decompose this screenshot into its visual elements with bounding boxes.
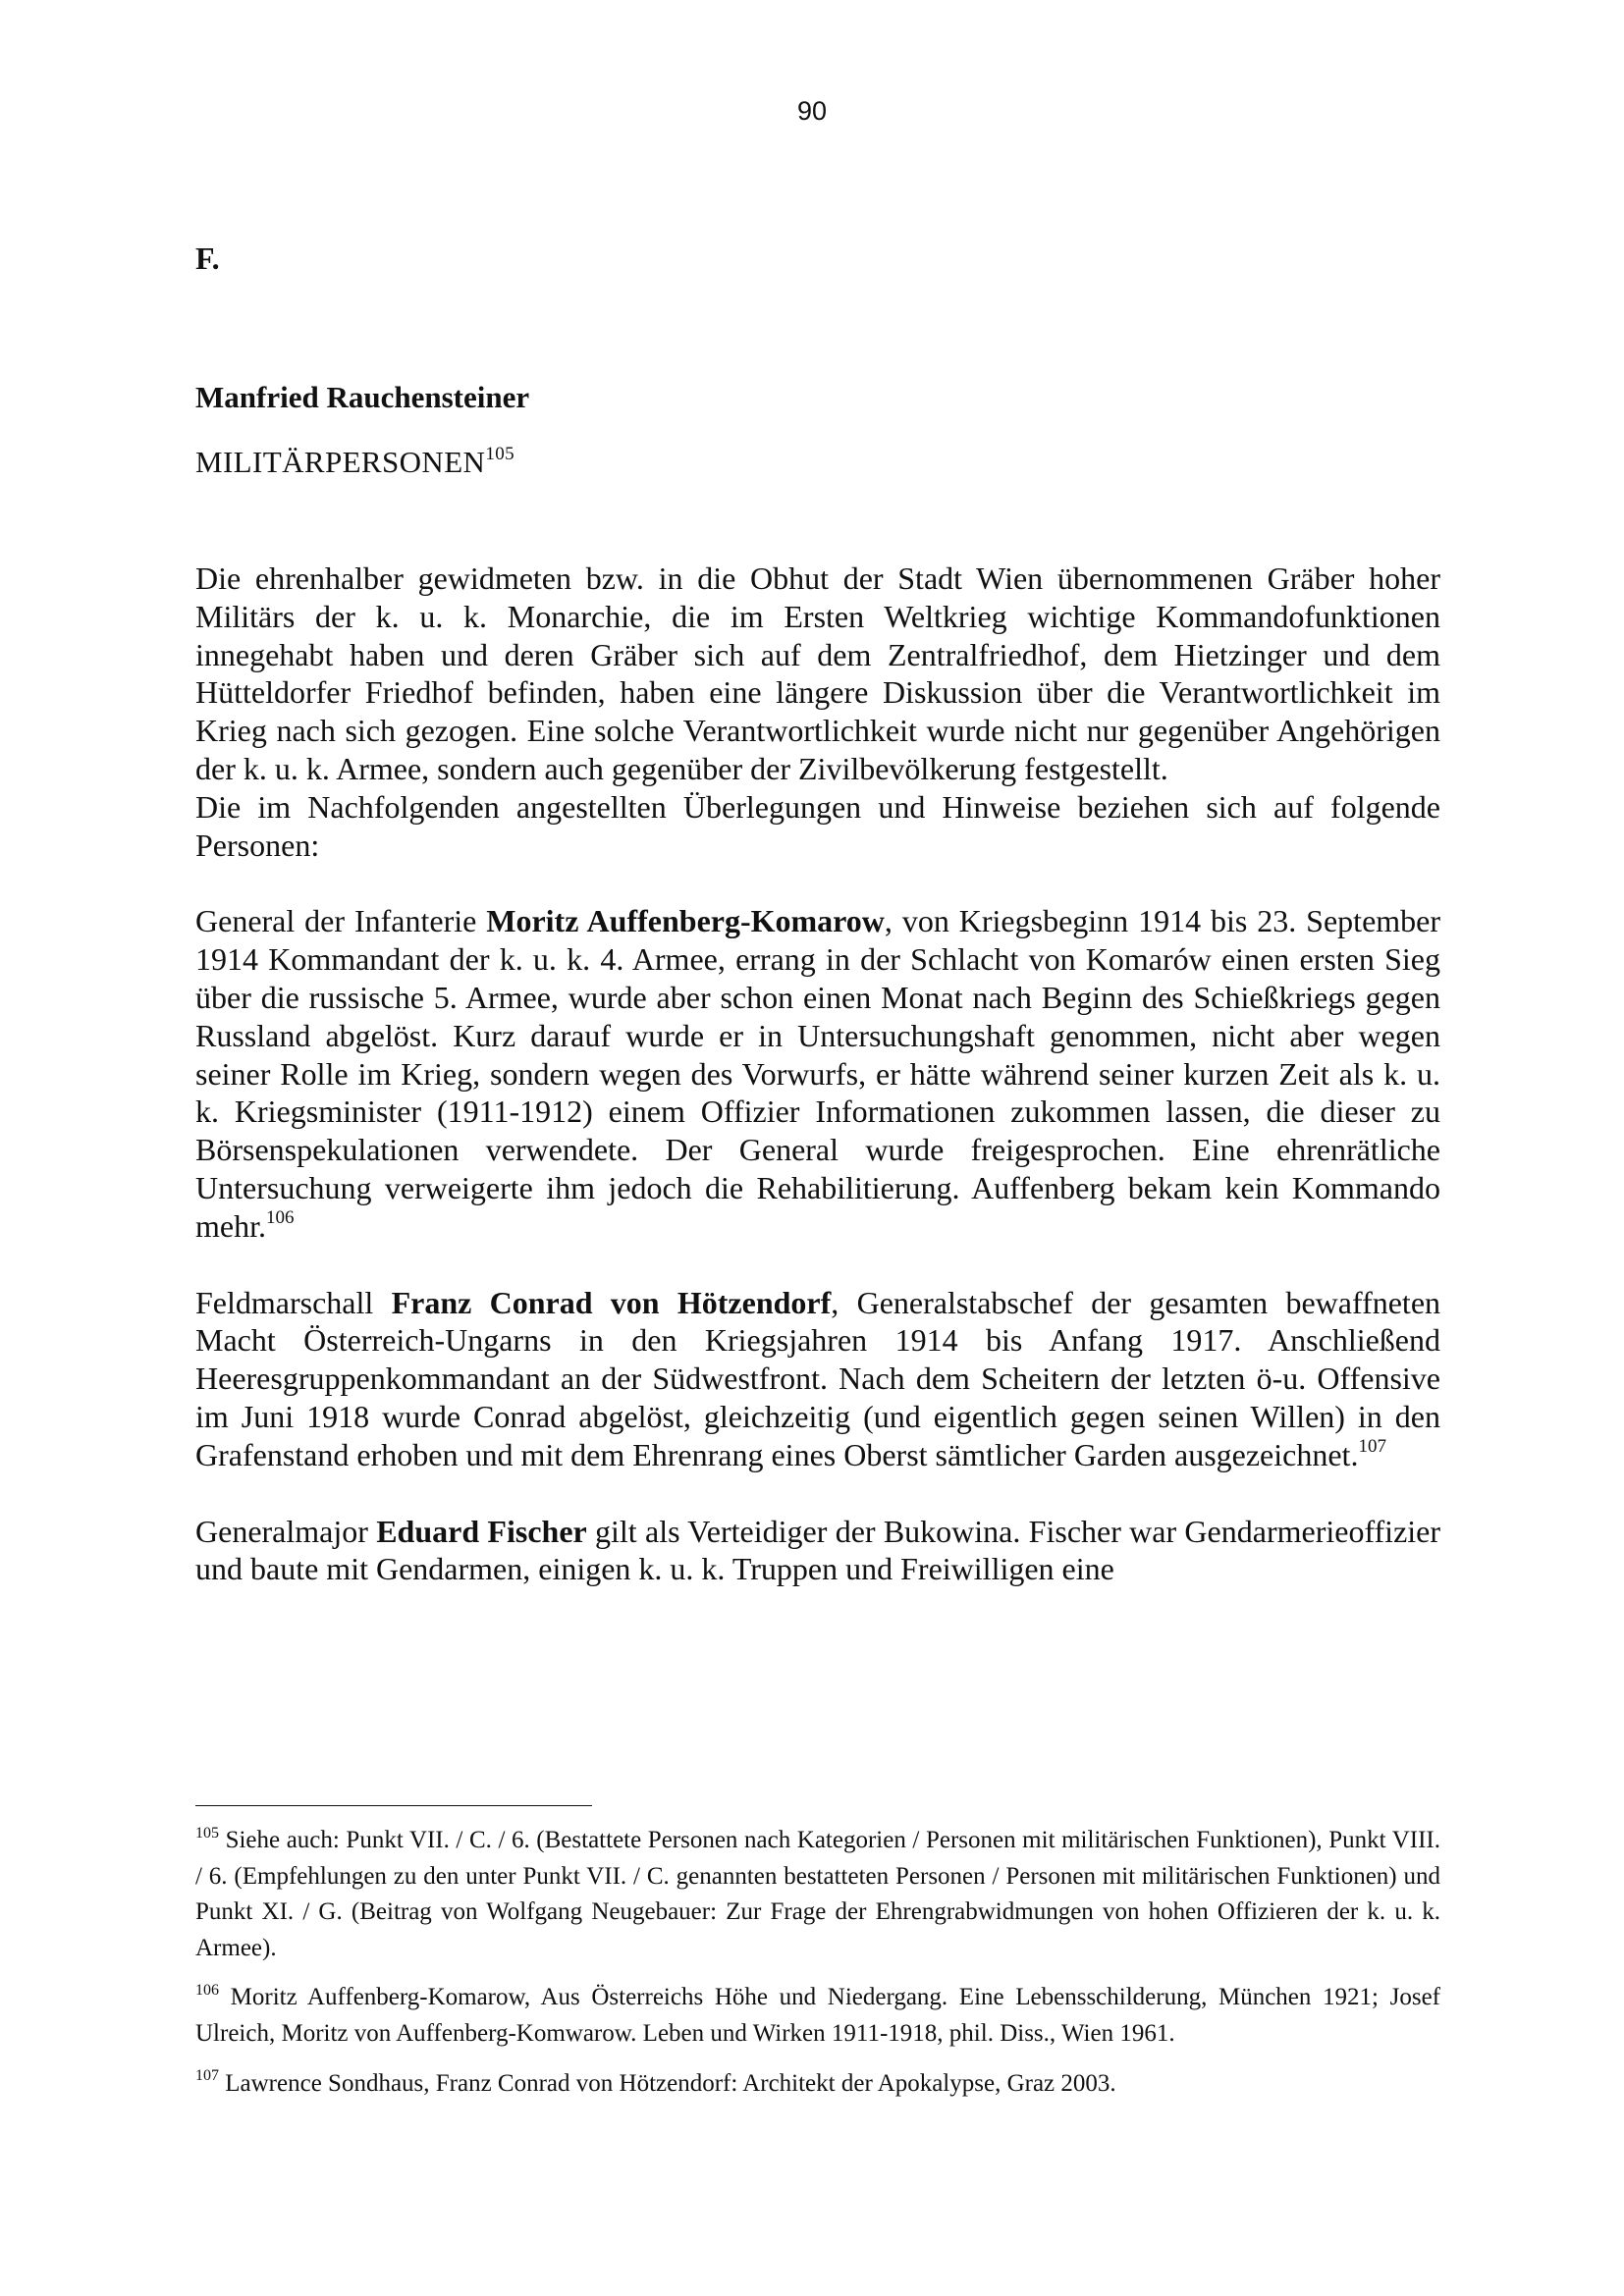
auffenberg-rank: General der Infanterie — [195, 903, 487, 939]
body-text — [195, 560, 1440, 1588]
page-number: 90 — [796, 96, 828, 126]
section-letter: F. — [195, 240, 220, 276]
footnote-separator — [195, 1805, 592, 1806]
footnote-number: 106 — [195, 1982, 219, 2000]
footnote-106 — [195, 1980, 1440, 2052]
footnote-text: Lawrence Sondhaus, Franz Conrad von Hötzendorf: Architekt der Apokalypse, Graz 2003. — [219, 2069, 1116, 2097]
auffenberg-name: Moritz Auffenberg-Komarow — [486, 903, 885, 939]
footnote-text: Moritz Auffenberg-Komarow, Aus Österreichs Höhe und Niedergang. Eine Lebensschilderung, München 1921; Josef Ulreich, Moritz von Auffenberg-Komwarow. Leben und Wirken 1911-1918, phil. Diss., Wien 1961. — [195, 1984, 1440, 2047]
paragraph-auffenberg — [195, 902, 1440, 1245]
paragraph-conrad — [195, 1284, 1440, 1474]
intro-paragraph-2: Die im Nachfolgenden angestellten Überlegungen und Hinweise beziehen sich auf folgende Personen: — [195, 788, 1440, 863]
author-name: Manfried Rauchensteiner — [195, 380, 530, 414]
conrad-rank: Feldmarschall — [195, 1284, 392, 1320]
conrad-name: Franz Conrad von Hötzendorf — [391, 1284, 832, 1320]
fischer-text: gilt als Verteidiger der Bukowina. Fischer war Gendarmerieoffizier und baute mit Gendarmen, einigen k. u. k. Truppen und Freiwilligen eine — [195, 1513, 1441, 1587]
footnote-ref-107[interactable]: 107 — [1358, 1436, 1386, 1458]
footnote-number: 107 — [195, 2067, 219, 2085]
intro-paragraph: Die ehrenhalber gewidmeten bzw. in die Obhut der Stadt Wien übernommenen Gräber hoher Militärs der k. u. k. Monarchie, die im Ersten Weltkrieg wichtige Kommandofunktionen innegehabt haben und deren Gräber sich auf dem Zentralfriedhof, dem Hietzinger und dem Hütteldorfer Friedhof befinden, haben eine längere Diskussion über die Verantwortlichkeit im Krieg nach sich gezogen. Eine solche Verantwortlichkeit wurde nicht nur gegenüber Angehörigen der k. u. k. Armee, sondern auch gegenüber der Zivilbevölkerung festgestellt. — [195, 561, 1440, 786]
footnotes — [195, 1823, 1440, 2115]
footnote-text: Siehe auch: Punkt VII. / C. / 6. (Bestattete Personen nach Kategorien / Personen mit militärischen Funktionen), Punkt VIII. / 6. (Empfehlungen zu den unter Punkt VII. / C. genannten bestatteten Personen / Personen mit militärischen Funktionen) und Punkt XI. / G. (Beitrag von Wolfgang Neugebauer: Zur Frage der Ehrengrabwidmungen von hohen Offizieren der k. u. k. Armee). — [195, 1827, 1440, 1961]
footnote-ref-105[interactable]: 105 — [485, 443, 515, 464]
footnote-105 — [195, 1823, 1440, 1966]
fischer-rank: Generalmajor — [195, 1513, 377, 1549]
footnote-number: 105 — [195, 1824, 219, 1842]
conrad-text: , Generalstabschef der gesamten bewaffneten Macht Österreich-Ungarns in den Kriegsjahren 1914 bis Anfang 1917. Anschließend Heeresgruppenkommandant an der Südwestfront. Nach dem Scheitern der letzten ö-u. Offensive im Juni 1918 wurde Conrad abgelöst, gleichzeitig (und eigentlich gegen seinen Willen) in den Grafenstand erhoben und mit dem Ehrenrang eines Oberst sämtlicher Garden ausgezeichnet. — [195, 1284, 1441, 1472]
chapter-title-text: MILITÄRPERSONEN — [195, 445, 486, 479]
auffenberg-text: , von Kriegsbeginn 1914 bis 23. September 1914 Kommandant der k. u. k. 4. Armee, errang in der Schlacht von Komarów einen ersten Sieg über die russische 5. Armee, wurde aber schon einen Monat nach Beginn des Schießkriegs gegen Russland abgelöst. Kurz darauf wurde er in Untersuchungshaft genommen, nicht aber wegen seiner Rolle im Krieg, sondern wegen des Vorwurfs, er hätte während seiner kurzen Zeit als k. u. k. Kriegsminister (1911-1912) einem Offizier Informationen zukommen lassen, die dieser zu Börsenspekulationen verwendete. Der General wurde freigesprochen. Eine ehrenrätliche Untersuchung verweigerte ihm jedoch die Rehabilitierung. Auffenberg bekam kein Kommando mehr. — [195, 903, 1441, 1244]
chapter-title — [195, 444, 514, 482]
footnote-107 — [195, 2066, 1440, 2103]
footnote-ref-106[interactable]: 106 — [265, 1207, 295, 1229]
paragraph-fischer — [195, 1513, 1440, 1589]
fischer-name: Eduard Fischer — [376, 1513, 587, 1549]
